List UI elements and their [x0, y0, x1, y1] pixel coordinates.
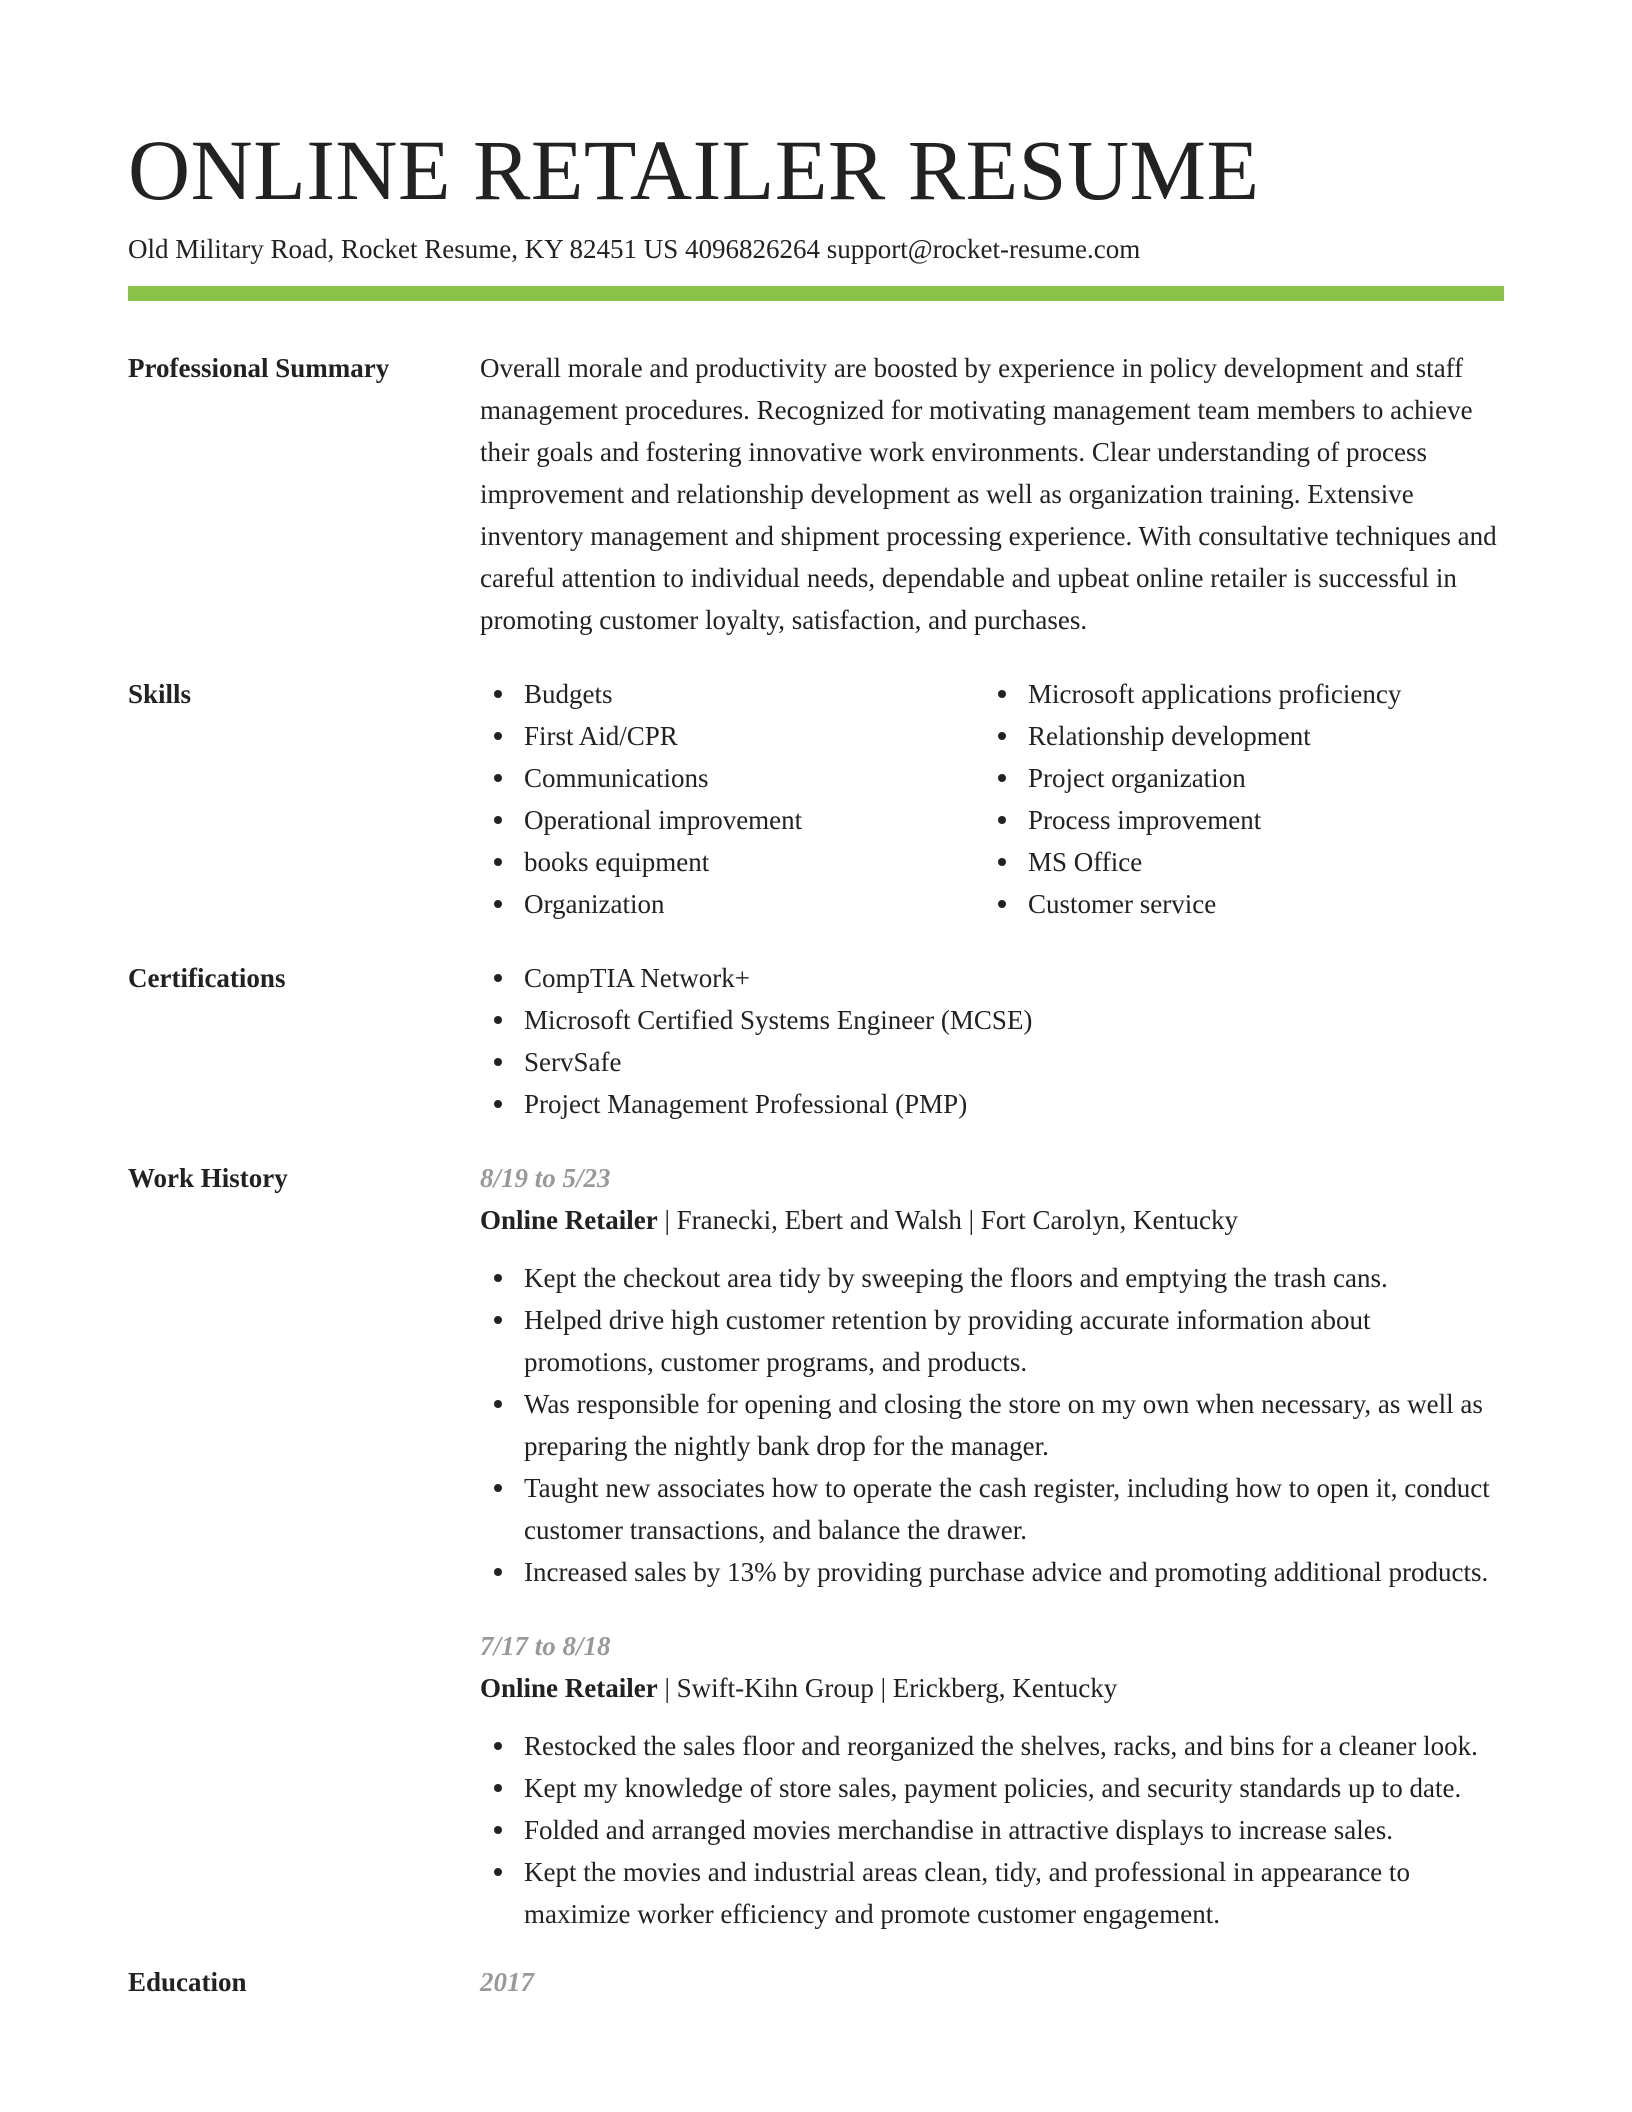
job-entry — [480, 1157, 1504, 1593]
job-title: Online Retailer — [480, 1205, 658, 1235]
certification-item: Microsoft Certified Systems Engineer (MCSE) — [480, 999, 1504, 1041]
work-history-section — [128, 1157, 1504, 1935]
skill-item: Project organization — [984, 757, 1488, 799]
job-duty-item: Was responsible for opening and closing the store on my own when necessary, as well as preparing the nightly bank drop for the manager. — [480, 1383, 1504, 1467]
skill-item: Process improvement — [984, 799, 1488, 841]
education-body — [480, 1961, 1504, 2003]
job-heading — [480, 1199, 1504, 1241]
skill-item: Communications — [480, 757, 984, 799]
job-duty-item: Restocked the sales floor and reorganized the shelves, racks, and bins for a cleaner look. — [480, 1725, 1504, 1767]
accent-divider — [128, 286, 1504, 301]
section-label-summary: Professional Summary — [128, 353, 390, 383]
job-title: Online Retailer — [480, 1673, 658, 1703]
resume-title: ONLINE RETAILER RESUME — [128, 122, 1260, 218]
section-label-education: Education — [128, 1967, 247, 1997]
job-duty-item: Taught new associates how to operate the cash register, including how to open it, conduct customer transactions, and balance the drawer. — [480, 1467, 1504, 1551]
skill-item: Microsoft applications proficiency — [984, 673, 1488, 715]
job-dates: 7/17 to 8/18 — [480, 1631, 611, 1661]
skills-section — [128, 673, 1504, 925]
certification-item: Project Management Professional (PMP) — [480, 1083, 1504, 1125]
certification-item: ServSafe — [480, 1041, 1504, 1083]
skill-item: Customer service — [984, 883, 1488, 925]
certifications-section — [128, 957, 1504, 1125]
job-employer-location: | Swift-Kihn Group | Erickberg, Kentucky — [657, 1673, 1118, 1703]
certification-item: CompTIA Network+ — [480, 957, 1504, 999]
skills-columns — [480, 673, 1504, 925]
education-section — [128, 1961, 1504, 2003]
summary-section — [128, 347, 1504, 641]
section-label-work-history: Work History — [128, 1163, 288, 1193]
education-year: 2017 — [480, 1967, 534, 1997]
contact-line: Old Military Road, Rocket Resume, KY 82451 US 4096826264 support@rocket-resume.com — [128, 234, 1141, 264]
section-label-certifications: Certifications — [128, 963, 286, 993]
job-duty-item: Kept the movies and industrial areas clean, tidy, and professional in appearance to maximize worker efficiency and promote customer engagement. — [480, 1851, 1504, 1935]
job-duty-item: Increased sales by 13% by providing purchase advice and promoting additional products. — [480, 1551, 1504, 1593]
resume-page — [128, 122, 1504, 2003]
skills-column-right — [984, 673, 1488, 925]
job-heading — [480, 1667, 1504, 1709]
summary-text: Overall morale and productivity are boosted by experience in policy development and staff management procedures. Recognized for motivating management team members to achieve their goals and fostering innovative work environments. Clear understanding of process improvement and relationship development as well as organization training. Extensive inventory management and shipment processing experience. With consultative techniques and careful attention to individual needs, dependable and upbeat online retailer is successful in promoting customer loyalty, satisfaction, and purchases. — [480, 353, 1497, 635]
certifications-list — [480, 957, 1504, 1125]
skill-item: Organization — [480, 883, 984, 925]
job-duties-list — [480, 1257, 1504, 1593]
section-label-skills: Skills — [128, 679, 192, 709]
skill-item: books equipment — [480, 841, 984, 883]
job-dates: 8/19 to 5/23 — [480, 1163, 611, 1193]
job-duty-item: Kept my knowledge of store sales, payment policies, and security standards up to date. — [480, 1767, 1504, 1809]
job-duty-item: Kept the checkout area tidy by sweeping the floors and emptying the trash cans. — [480, 1257, 1504, 1299]
job-duty-item: Folded and arranged movies merchandise in attractive displays to increase sales. — [480, 1809, 1504, 1851]
jobs-list — [480, 1157, 1504, 1935]
job-duties-list — [480, 1725, 1504, 1935]
job-entry — [480, 1625, 1504, 1935]
job-duty-item: Helped drive high customer retention by providing accurate information about promotions, customer programs, and products. — [480, 1299, 1504, 1383]
skill-item: Operational improvement — [480, 799, 984, 841]
skill-item: Relationship development — [984, 715, 1488, 757]
skill-item: Budgets — [480, 673, 984, 715]
skill-item: MS Office — [984, 841, 1488, 883]
skill-item: First Aid/CPR — [480, 715, 984, 757]
job-employer-location: | Franecki, Ebert and Walsh | Fort Carolyn, Kentucky — [657, 1205, 1238, 1235]
skills-column-left — [480, 673, 984, 925]
